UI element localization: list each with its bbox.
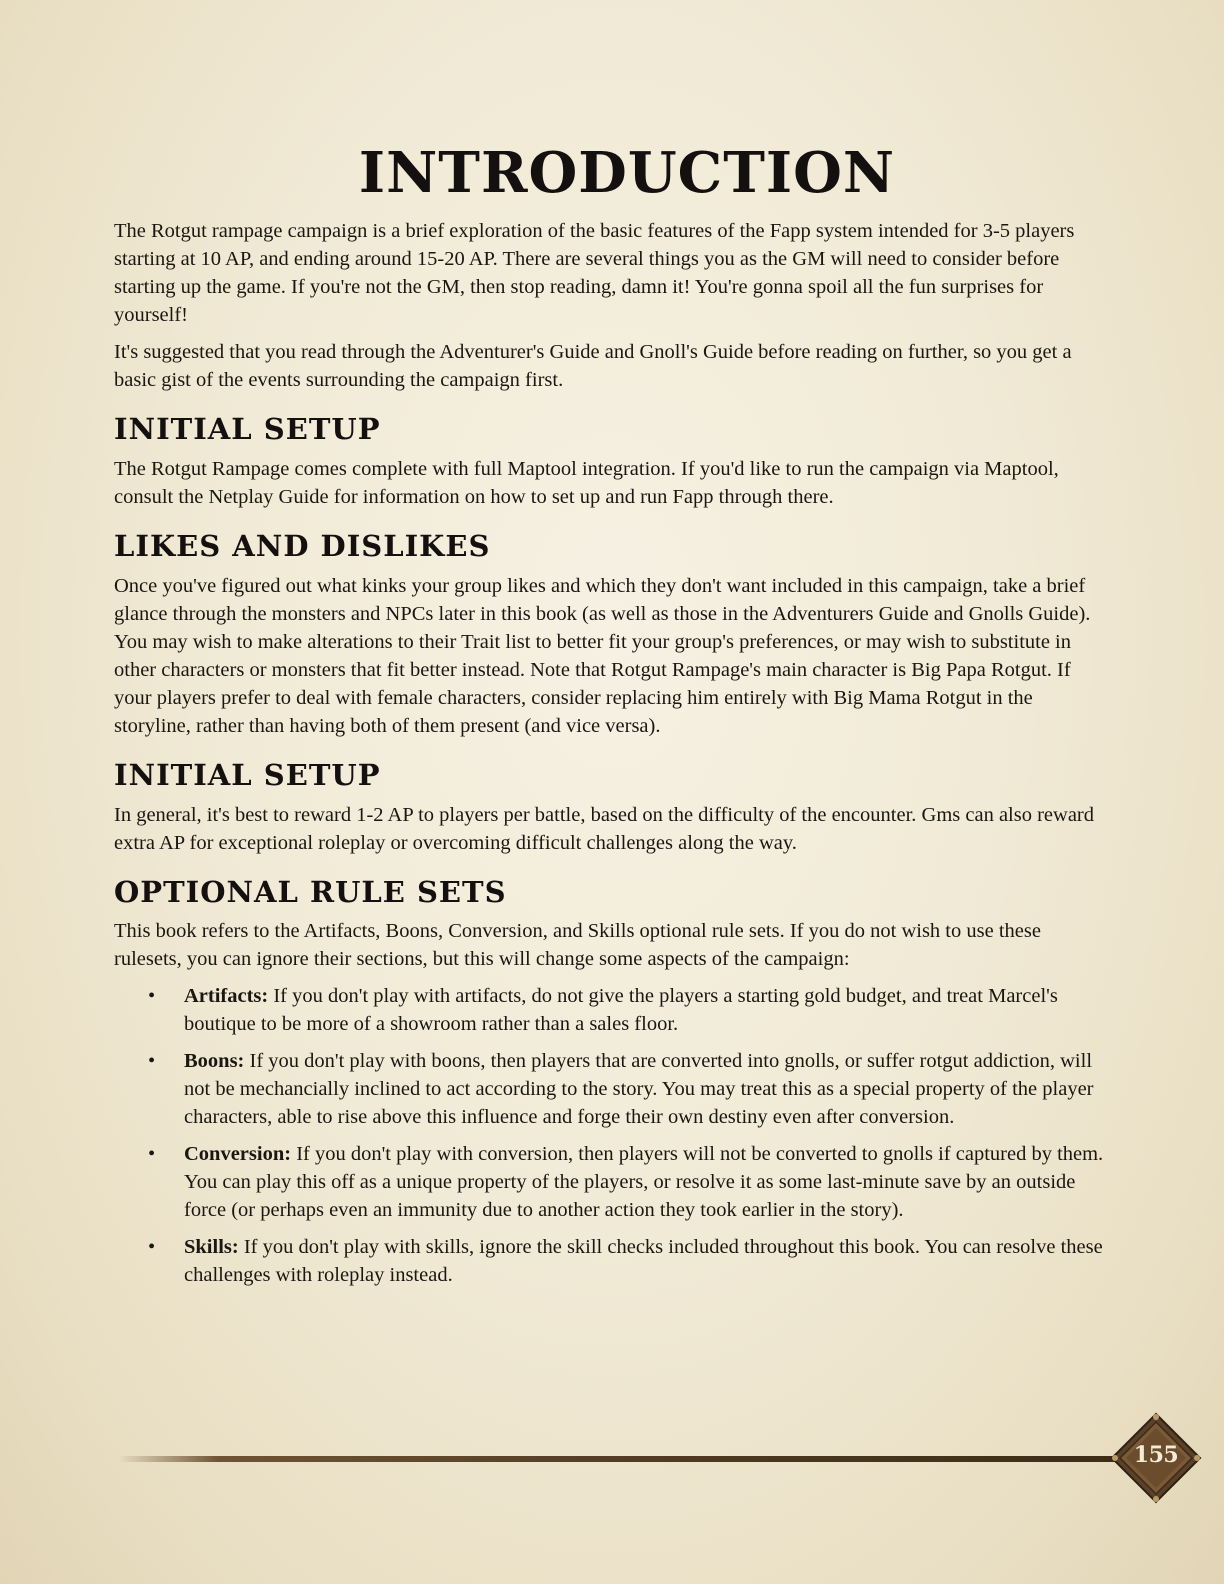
- list-item-text: If you don't play with conversion, then players will not be converted to gnolls if captured by them. You can play this off as a unique property of the players, or resolve it as some last-minute save by an outside force (or perhaps even an immunity due to another action they took earlier in the story).: [184, 1143, 1104, 1222]
- section-heading-initial-setup: INITIAL SETUP: [114, 412, 381, 447]
- list-item-label: Boons:: [184, 1050, 245, 1073]
- list-item-label: Conversion:: [184, 1143, 292, 1166]
- optional-rules-list: [114, 982, 1110, 1289]
- list-item-text: If you don't play with boons, then players that are converted into gnolls, or suffer rotgut addiction, will not be mechancially inclined to act according to the story. You may treat this as a special property of the player characters, able to rise above this influence and forge their own destiny even after conversion.: [184, 1050, 1094, 1129]
- section-text-likes-dislikes: Once you've figured out what kinks your group likes and which they don't want included in this campaign, take a brief glance through the monsters and NPCs later in this book (as well as those in the Adventurers Guide and Gnolls Guide). You may wish to make alterations to their Trait list to better fit your group's preferences, or may wish to substitute in other characters or monsters that fit better instead. Note that Rotgut Rampage's main character is Big Papa Rotgut. If your players prefer to deal with female characters, consider replacing him entirely with Big Mama Rotgut in the storyline, rather than having both of them present (and vice versa).: [114, 574, 1091, 737]
- list-item-text: If you don't play with skills, ignore the skill checks included throughout this book. You can resolve these challenges with roleplay instead.: [184, 1236, 1103, 1287]
- bullet-icon: •: [148, 1236, 156, 1259]
- footer-divider: [118, 1456, 1128, 1462]
- page-number-badge: [1110, 1412, 1202, 1504]
- section-heading-likes-dislikes: LIKES AND DISLIKES: [114, 528, 491, 563]
- intro-paragraph-1: The Rotgut rampage campaign is a brief exploration of the basic features of the Fapp system intended for 3-5 players starting at 10 AP, and ending around 15-20 AP. There are several things you as the GM will need to consider before starting up the game. If you're not the GM, then stop reading, damn it! You're gonna spoil all the fun surprises for yourself!: [114, 220, 1075, 327]
- list-item-conversion: [114, 1140, 1110, 1224]
- list-item-skills: [114, 1233, 1110, 1289]
- intro-paragraph-2: It's suggested that you read through the Adventurer's Guide and Gnoll's Guide before reading on further, so you get a basic gist of the events surrounding the campaign first.: [114, 341, 1072, 392]
- page-title: INTRODUCTION: [358, 140, 896, 206]
- section-text-initial-setup: The Rotgut Rampage comes complete with full Maptool integration. If you'd like to run the campaign via Maptool, consult the Netplay Guide for information on how to set up and run Fapp through there.: [114, 457, 1059, 508]
- section-text-optional-rule-sets: This book refers to the Artifacts, Boons, Conversion, and Skills optional rule sets. If you do not wish to use these rulesets, you can ignore their sections, but this will change some aspects of the campaign:: [114, 920, 1041, 971]
- bullet-icon: •: [148, 1143, 156, 1166]
- bullet-icon: •: [148, 985, 156, 1008]
- section-heading-optional-rule-sets: OPTIONAL RULE SETS: [114, 874, 507, 909]
- bullet-icon: •: [148, 1050, 156, 1073]
- page-number: 155: [1133, 1442, 1179, 1468]
- page-content: [114, 140, 1110, 1298]
- list-item-label: Artifacts:: [184, 985, 269, 1008]
- list-item-label: Skills:: [184, 1236, 239, 1259]
- section-text-initial-setup-2: In general, it's best to reward 1-2 AP to players per battle, based on the difficulty of the encounter. Gms can also reward extra AP for exceptional roleplay or overcoming difficult challenges along the way.: [114, 803, 1094, 854]
- list-item-text: If you don't play with artifacts, do not give the players a starting gold budget, and treat Marcel's boutique to be more of a showroom rather than a sales floor.: [184, 985, 1058, 1036]
- list-item-boons: [114, 1047, 1110, 1131]
- list-item-artifacts: [114, 982, 1110, 1038]
- section-heading-initial-setup-2: INITIAL SETUP: [114, 757, 381, 792]
